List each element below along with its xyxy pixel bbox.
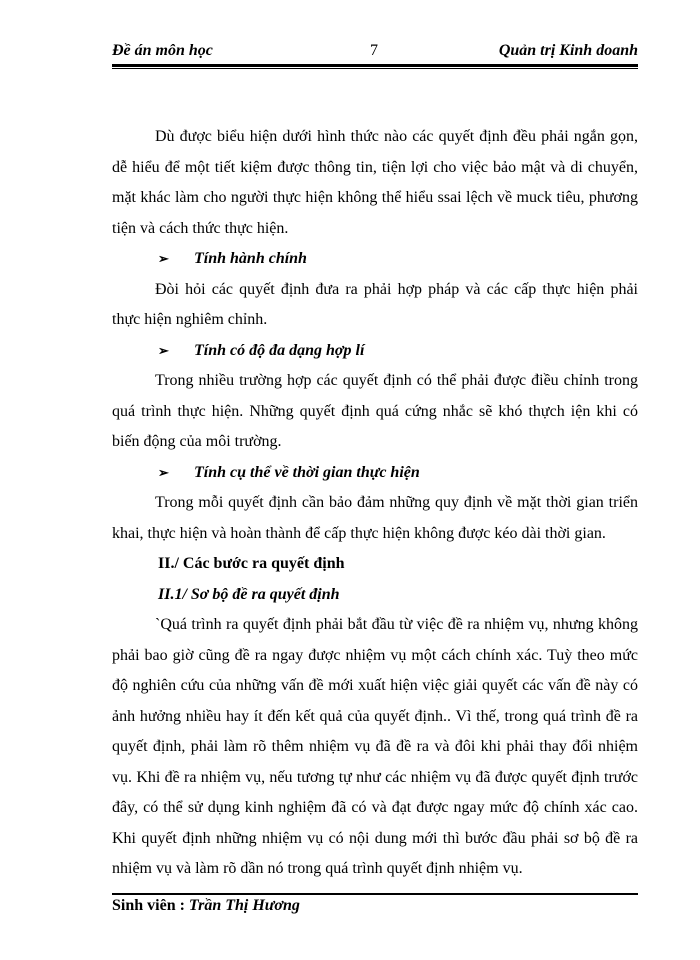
bullet-heading-text: Tính có độ đa dạng hợp lí: [194, 341, 365, 359]
page-number: 7: [370, 42, 378, 59]
paragraph-flexibility: Trong nhiều trường hợp các quyết định có thể phải được điều chỉnh trong quá trình thực hiện. Những quyết định quá cứng nhắc sẽ khó thựch iện khi có biến động của môi trường.: [112, 372, 638, 450]
paragraph-decision-form: Dù được biểu hiện dưới hình thức nào các quyết định đều phải ngắn gọn, dễ hiểu để một tiết kiệm được thông tin, tiện lợi cho việc bảo mật và di chuyển, mặt khác làm cho người thực hiện không thể hiểu ssai lệch về muck tiêu, phương tiện và cách thức thực hiện.: [112, 128, 638, 237]
footer-label: Sinh viên :: [112, 897, 185, 914]
page-header: [112, 42, 638, 64]
bullet-heading-administrative: [112, 244, 638, 275]
header-rule-thin: [112, 68, 638, 69]
header-rule: [112, 64, 638, 67]
paragraph-decision-process: `Quá trình ra quyết định phải bắt đầu từ việc đề ra nhiệm vụ, nhưng không phải bao giờ cũng đề ra ngay được nhiệm vụ một cách chính xác. Tuỳ theo mức độ nghiên cứu của những vấn đề mới xuất hiện việc giải quyết các vấn đề này có ảnh hưởng nhiều hay ít đến kết quả của quyết định.. Vì thế, trong quá trình đề ra quyết định, phải làm rõ thêm nhiệm vụ đã đề ra và đôi khi phải thay đổi nhiệm vụ. Khi đề ra nhiệm vụ, nếu tương tự như các nhiệm vụ đã được quyết định trước đây, có thể sử dụng kinh nghiệm đã có và đạt được ngay mức độ chính xác cao. Khi quyết định những nhiệm vụ có nội dung mới thì bước đầu phải sơ bộ đề ra nhiệm vụ và làm rõ dần nó trong quá trình quyết định nhiệm vụ.: [112, 616, 638, 877]
paragraph-administrative: Đòi hỏi các quyết định đưa ra phải hợp pháp và các cấp thực hiện phải thực hiện nghiêm chỉnh.: [112, 280, 638, 328]
bullet-heading-flexibility: [112, 336, 638, 367]
section-heading: II./ Các bước ra quyết định: [158, 555, 345, 572]
arrow-bullet-icon: ➢: [158, 464, 169, 480]
bullet-heading-timing: [112, 458, 638, 489]
header-subject: Quản trị Kinh doanh: [498, 42, 638, 59]
student-name: Trần Thị Hương: [188, 897, 300, 914]
footer-rule: [112, 893, 638, 895]
arrow-bullet-icon: ➢: [158, 251, 169, 266]
arrow-bullet-icon: ➢: [158, 342, 169, 358]
document-body: [112, 122, 638, 885]
page-footer: [112, 897, 300, 915]
bullet-heading-text: Tính cụ thể về thời gian thực hiện: [194, 463, 420, 481]
subsection-heading: II.1/ Sơ bộ đề ra quyết định: [158, 585, 340, 603]
bullet-heading-text: Tính hành chính: [194, 250, 307, 267]
paragraph-timing: Trong mỗi quyết định cần bảo đảm những quy định về mặt thời gian triển khai, thực hiện và hoàn thành để cấp thực hiện không được kéo dài thời gian.: [112, 494, 638, 542]
header-course-title: Đề án môn học: [112, 42, 213, 59]
